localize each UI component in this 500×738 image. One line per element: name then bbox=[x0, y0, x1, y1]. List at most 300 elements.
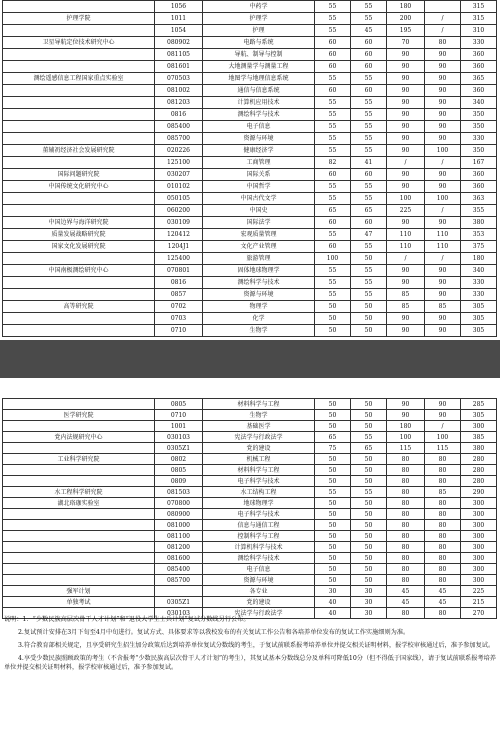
total-score-cell: 300 bbox=[461, 553, 497, 564]
total-score-cell: 285 bbox=[461, 399, 497, 410]
subject2-score-cell: 90 bbox=[425, 265, 461, 277]
subject1-score-cell: 90 bbox=[387, 109, 425, 121]
subject2-score-cell: 90 bbox=[425, 325, 461, 337]
major-name-cell: 党的建设 bbox=[203, 597, 315, 608]
politics-score-cell: 55 bbox=[315, 25, 351, 37]
institute-cell bbox=[3, 121, 155, 133]
notes-section bbox=[4, 615, 496, 676]
foreign-lang-score-cell: 65 bbox=[351, 443, 387, 454]
major-code-cell: 050105 bbox=[155, 193, 203, 205]
politics-score-cell: 55 bbox=[315, 193, 351, 205]
institute-cell: 中国边界与海洋研究院 bbox=[3, 217, 155, 229]
major-name-cell: 生物学 bbox=[203, 325, 315, 337]
major-name-cell: 旅游管理 bbox=[203, 253, 315, 265]
institute-cell: 医学研究院 bbox=[3, 410, 155, 421]
subject2-score-cell: / bbox=[425, 253, 461, 265]
table-row bbox=[3, 575, 497, 586]
total-score-cell: 360 bbox=[461, 85, 497, 97]
politics-score-cell: 50 bbox=[315, 531, 351, 542]
total-score-cell: 355 bbox=[461, 205, 497, 217]
total-score-cell: 280 bbox=[461, 465, 497, 476]
foreign-lang-score-cell: 50 bbox=[351, 531, 387, 542]
major-code-cell: 030103 bbox=[155, 608, 203, 619]
major-code-cell: 070800 bbox=[155, 498, 203, 509]
subject1-score-cell: 90 bbox=[387, 399, 425, 410]
total-score-cell: 330 bbox=[461, 289, 497, 301]
subject2-score-cell: 45 bbox=[425, 586, 461, 597]
subject2-score-cell: 80 bbox=[425, 465, 461, 476]
major-name-cell: 化学 bbox=[203, 313, 315, 325]
subject1-score-cell: 85 bbox=[387, 301, 425, 313]
institute-cell: 测绘遥感信息工程国家重点实验室 bbox=[3, 73, 155, 85]
subject1-score-cell: 45 bbox=[387, 597, 425, 608]
foreign-lang-score-cell: 55 bbox=[351, 432, 387, 443]
politics-score-cell: 50 bbox=[315, 564, 351, 575]
major-code-cell: 125400 bbox=[155, 253, 203, 265]
subject1-score-cell: 90 bbox=[387, 121, 425, 133]
foreign-lang-score-cell: 50 bbox=[351, 542, 387, 553]
institute-cell: 董辅礽经济社会发展研究院 bbox=[3, 145, 155, 157]
foreign-lang-score-cell: 50 bbox=[351, 520, 387, 531]
subject2-score-cell: 85 bbox=[425, 301, 461, 313]
politics-score-cell: 50 bbox=[315, 520, 351, 531]
table-row bbox=[3, 325, 497, 337]
institute-cell bbox=[3, 399, 155, 410]
total-score-cell: 315 bbox=[461, 1, 497, 13]
major-code-cell: 060200 bbox=[155, 205, 203, 217]
institute-cell bbox=[3, 289, 155, 301]
table-row bbox=[3, 542, 497, 553]
institute-cell: 水工程科学研究院 bbox=[3, 487, 155, 498]
table-row bbox=[3, 217, 497, 229]
major-code-cell: 020226 bbox=[155, 145, 203, 157]
subject2-score-cell: / bbox=[425, 157, 461, 169]
table-row bbox=[3, 443, 497, 454]
subject2-score-cell: 80 bbox=[425, 509, 461, 520]
major-code-cell: 0805 bbox=[155, 399, 203, 410]
major-code-cell: 081002 bbox=[155, 85, 203, 97]
page-2 bbox=[0, 378, 500, 738]
subject2-score-cell: 80 bbox=[425, 520, 461, 531]
note-2: 2.复试预计安排在3月下旬至4月中旬进行。复试方式、具体要求等以我校发布的有关复试工作公告和各培养单位发布的复试工作实施细则为准。 bbox=[18, 629, 410, 636]
politics-score-cell: 50 bbox=[315, 399, 351, 410]
major-code-cell: 0703 bbox=[155, 313, 203, 325]
total-score-cell: 375 bbox=[461, 241, 497, 253]
subject2-score-cell: 80 bbox=[425, 553, 461, 564]
politics-score-cell: 55 bbox=[315, 487, 351, 498]
politics-score-cell: 60 bbox=[315, 85, 351, 97]
table-row bbox=[3, 432, 497, 443]
politics-score-cell: 50 bbox=[315, 325, 351, 337]
subject1-score-cell: 110 bbox=[387, 241, 425, 253]
politics-score-cell: 100 bbox=[315, 253, 351, 265]
major-name-cell: 测绘科学与技术 bbox=[203, 109, 315, 121]
institute-cell: 中国传统文化研究中心 bbox=[3, 181, 155, 193]
table-row bbox=[3, 253, 497, 265]
table-row bbox=[3, 476, 497, 487]
foreign-lang-score-cell: 50 bbox=[351, 301, 387, 313]
foreign-lang-score-cell: 55 bbox=[351, 97, 387, 109]
major-code-cell: 085400 bbox=[155, 121, 203, 133]
total-score-cell: 330 bbox=[461, 37, 497, 49]
subject2-score-cell: 90 bbox=[425, 217, 461, 229]
foreign-lang-score-cell: 50 bbox=[351, 325, 387, 337]
table-row bbox=[3, 13, 497, 25]
subject1-score-cell: 85 bbox=[387, 289, 425, 301]
total-score-cell: 363 bbox=[461, 193, 497, 205]
major-name-cell: 地图学与地理信息系统 bbox=[203, 73, 315, 85]
major-code-cell: 085700 bbox=[155, 575, 203, 586]
institute-cell bbox=[3, 476, 155, 487]
foreign-lang-score-cell: 50 bbox=[351, 564, 387, 575]
foreign-lang-score-cell: 65 bbox=[351, 205, 387, 217]
subject1-score-cell: 80 bbox=[387, 531, 425, 542]
subject1-score-cell: 90 bbox=[387, 325, 425, 337]
politics-score-cell: 50 bbox=[315, 421, 351, 432]
total-score-cell: 305 bbox=[461, 410, 497, 421]
foreign-lang-score-cell: 50 bbox=[351, 553, 387, 564]
politics-score-cell: 50 bbox=[315, 454, 351, 465]
subject1-score-cell: 90 bbox=[387, 73, 425, 85]
major-name-cell: 文化产业管理 bbox=[203, 241, 315, 253]
subject1-score-cell: 80 bbox=[387, 498, 425, 509]
politics-score-cell: 50 bbox=[315, 498, 351, 509]
table-row bbox=[3, 1, 497, 13]
table-row bbox=[3, 520, 497, 531]
institute-cell bbox=[3, 509, 155, 520]
politics-score-cell: 65 bbox=[315, 205, 351, 217]
subject1-score-cell: / bbox=[387, 157, 425, 169]
major-code-cell: 1204J1 bbox=[155, 241, 203, 253]
total-score-cell: 167 bbox=[461, 157, 497, 169]
foreign-lang-score-cell: 30 bbox=[351, 597, 387, 608]
foreign-lang-score-cell: 50 bbox=[351, 454, 387, 465]
table-row bbox=[3, 193, 497, 205]
institute-cell bbox=[3, 253, 155, 265]
total-score-cell: 290 bbox=[461, 487, 497, 498]
subject1-score-cell: 90 bbox=[387, 410, 425, 421]
politics-score-cell: 55 bbox=[315, 265, 351, 277]
subject2-score-cell: 90 bbox=[425, 121, 461, 133]
institute-cell bbox=[3, 277, 155, 289]
subject2-score-cell: 90 bbox=[425, 73, 461, 85]
subject1-score-cell: 90 bbox=[387, 145, 425, 157]
table-row bbox=[3, 121, 497, 133]
major-code-cell: 1054 bbox=[155, 25, 203, 37]
politics-score-cell: 55 bbox=[315, 145, 351, 157]
subject2-score-cell: 110 bbox=[425, 241, 461, 253]
subject2-score-cell: 100 bbox=[425, 432, 461, 443]
foreign-lang-score-cell: 50 bbox=[351, 421, 387, 432]
major-code-cell: 081000 bbox=[155, 520, 203, 531]
major-code-cell: 081601 bbox=[155, 61, 203, 73]
politics-score-cell: 60 bbox=[315, 61, 351, 73]
page-separator bbox=[0, 340, 500, 378]
institute-cell: 国家文化发展研究院 bbox=[3, 241, 155, 253]
subject1-score-cell: 80 bbox=[387, 553, 425, 564]
subject2-score-cell: 90 bbox=[425, 410, 461, 421]
subject1-score-cell: 225 bbox=[387, 205, 425, 217]
total-score-cell: 340 bbox=[461, 97, 497, 109]
major-code-cell: 080902 bbox=[155, 37, 203, 49]
politics-score-cell: 40 bbox=[315, 608, 351, 619]
table-row bbox=[3, 241, 497, 253]
institute-cell bbox=[3, 85, 155, 97]
major-code-cell: 081503 bbox=[155, 487, 203, 498]
subject2-score-cell: 90 bbox=[425, 109, 461, 121]
subject1-score-cell: 90 bbox=[387, 265, 425, 277]
table-row bbox=[3, 97, 497, 109]
table-row bbox=[3, 301, 497, 313]
table-row bbox=[3, 421, 497, 432]
table-row bbox=[3, 133, 497, 145]
institute-cell bbox=[3, 421, 155, 432]
subject1-score-cell: 80 bbox=[387, 454, 425, 465]
institute-cell: 护理学院 bbox=[3, 13, 155, 25]
major-name-cell: 宪法学与行政法学 bbox=[203, 432, 315, 443]
table-row bbox=[3, 597, 497, 608]
politics-score-cell: 60 bbox=[315, 37, 351, 49]
institute-cell bbox=[3, 575, 155, 586]
subject2-score-cell: 90 bbox=[425, 313, 461, 325]
major-code-cell: 081100 bbox=[155, 531, 203, 542]
major-code-cell: 1011 bbox=[155, 13, 203, 25]
total-score-cell: 300 bbox=[461, 421, 497, 432]
table-row bbox=[3, 229, 497, 241]
subject2-score-cell: / bbox=[425, 13, 461, 25]
total-score-cell: 360 bbox=[461, 169, 497, 181]
subject1-score-cell: 90 bbox=[387, 133, 425, 145]
foreign-lang-score-cell: 60 bbox=[351, 85, 387, 97]
total-score-cell: 280 bbox=[461, 476, 497, 487]
subject1-score-cell: 100 bbox=[387, 193, 425, 205]
table-row bbox=[3, 181, 497, 193]
politics-score-cell: 75 bbox=[315, 443, 351, 454]
total-score-cell: 300 bbox=[461, 564, 497, 575]
major-code-cell: 0702 bbox=[155, 301, 203, 313]
total-score-cell: 380 bbox=[461, 443, 497, 454]
table-row bbox=[3, 265, 497, 277]
politics-score-cell: 50 bbox=[315, 313, 351, 325]
major-name-cell: 资源与环境 bbox=[203, 289, 315, 301]
total-score-cell: 315 bbox=[461, 13, 497, 25]
major-name-cell: 宏观质量管理 bbox=[203, 229, 315, 241]
institute-cell bbox=[3, 313, 155, 325]
major-name-cell: 各专业 bbox=[203, 586, 315, 597]
table-row bbox=[3, 277, 497, 289]
institute-cell: 湖北珞珈实验室 bbox=[3, 498, 155, 509]
politics-score-cell: 30 bbox=[315, 586, 351, 597]
subject1-score-cell: 110 bbox=[387, 229, 425, 241]
total-score-cell: 330 bbox=[461, 133, 497, 145]
table-row bbox=[3, 85, 497, 97]
table-row bbox=[3, 531, 497, 542]
total-score-cell: 360 bbox=[461, 181, 497, 193]
note-1: 说明：1．“少数民族高层次骨干人才计划”和“退役大学生士兵计划”复试分数线另行公布。 bbox=[4, 616, 250, 623]
major-code-cell: 081200 bbox=[155, 542, 203, 553]
major-name-cell: 中国史 bbox=[203, 205, 315, 217]
politics-score-cell: 55 bbox=[315, 181, 351, 193]
major-code-cell: 080900 bbox=[155, 509, 203, 520]
table-row bbox=[3, 487, 497, 498]
subject2-score-cell: 90 bbox=[425, 181, 461, 193]
foreign-lang-score-cell: 55 bbox=[351, 121, 387, 133]
foreign-lang-score-cell: 50 bbox=[351, 509, 387, 520]
subject2-score-cell: 90 bbox=[425, 169, 461, 181]
major-code-cell: 070801 bbox=[155, 265, 203, 277]
foreign-lang-score-cell: 30 bbox=[351, 586, 387, 597]
major-name-cell: 宪法学与行政法学 bbox=[203, 608, 315, 619]
institute-cell: 强军计划 bbox=[3, 586, 155, 597]
score-table-page-2 bbox=[2, 398, 497, 619]
subject2-score-cell: / bbox=[425, 25, 461, 37]
major-code-cell: 0809 bbox=[155, 476, 203, 487]
major-name-cell: 固体地球物理学 bbox=[203, 265, 315, 277]
institute-cell bbox=[3, 97, 155, 109]
foreign-lang-score-cell: 55 bbox=[351, 241, 387, 253]
major-name-cell: 国际法学 bbox=[203, 217, 315, 229]
major-name-cell: 健康经济学 bbox=[203, 145, 315, 157]
major-name-cell: 电子信息 bbox=[203, 564, 315, 575]
subject1-score-cell: 80 bbox=[387, 575, 425, 586]
politics-score-cell: 55 bbox=[315, 289, 351, 301]
politics-score-cell: 50 bbox=[315, 553, 351, 564]
politics-score-cell: 55 bbox=[315, 133, 351, 145]
institute-cell bbox=[3, 109, 155, 121]
foreign-lang-score-cell: 50 bbox=[351, 498, 387, 509]
foreign-lang-score-cell: 55 bbox=[351, 193, 387, 205]
subject2-score-cell: 90 bbox=[425, 289, 461, 301]
table-row bbox=[3, 564, 497, 575]
subject1-score-cell: 80 bbox=[387, 509, 425, 520]
total-score-cell: 215 bbox=[461, 597, 497, 608]
foreign-lang-score-cell: 55 bbox=[351, 181, 387, 193]
subject2-score-cell: 90 bbox=[425, 399, 461, 410]
major-code-cell: 0805 bbox=[155, 465, 203, 476]
major-code-cell: 085400 bbox=[155, 564, 203, 575]
subject1-score-cell: 100 bbox=[387, 432, 425, 443]
major-name-cell: 电子信息 bbox=[203, 121, 315, 133]
major-name-cell: 信息与通信工程 bbox=[203, 520, 315, 531]
politics-score-cell: 60 bbox=[315, 241, 351, 253]
foreign-lang-score-cell: 50 bbox=[351, 410, 387, 421]
major-name-cell: 资源与环境 bbox=[203, 133, 315, 145]
major-code-cell: 0305Z1 bbox=[155, 597, 203, 608]
institute-cell bbox=[3, 1, 155, 13]
major-name-cell: 机械工程 bbox=[203, 454, 315, 465]
major-name-cell: 党的建设 bbox=[203, 443, 315, 454]
institute-cell: 党内法规研究中心 bbox=[3, 432, 155, 443]
table-row bbox=[3, 157, 497, 169]
foreign-lang-score-cell: 55 bbox=[351, 109, 387, 121]
politics-score-cell: 50 bbox=[315, 509, 351, 520]
total-score-cell: 365 bbox=[461, 73, 497, 85]
subject2-score-cell: 80 bbox=[425, 564, 461, 575]
total-score-cell: 385 bbox=[461, 432, 497, 443]
total-score-cell: 300 bbox=[461, 542, 497, 553]
politics-score-cell: 65 bbox=[315, 432, 351, 443]
politics-score-cell: 50 bbox=[315, 476, 351, 487]
subject1-score-cell: 90 bbox=[387, 61, 425, 73]
major-name-cell: 导航、制导与控制 bbox=[203, 49, 315, 61]
foreign-lang-score-cell: 47 bbox=[351, 229, 387, 241]
table-row bbox=[3, 109, 497, 121]
major-code-cell: 081203 bbox=[155, 97, 203, 109]
table-row bbox=[3, 73, 497, 85]
subject1-score-cell: 90 bbox=[387, 313, 425, 325]
table-row bbox=[3, 586, 497, 597]
subject1-score-cell: 80 bbox=[387, 564, 425, 575]
foreign-lang-score-cell: 55 bbox=[351, 73, 387, 85]
table-row bbox=[3, 205, 497, 217]
major-code-cell: 0305Z1 bbox=[155, 443, 203, 454]
table-row bbox=[3, 313, 497, 325]
politics-score-cell: 50 bbox=[315, 410, 351, 421]
major-name-cell: 地球物理学 bbox=[203, 498, 315, 509]
total-score-cell: 310 bbox=[461, 25, 497, 37]
subject2-score-cell: 80 bbox=[425, 531, 461, 542]
major-name-cell: 中药学 bbox=[203, 1, 315, 13]
major-name-cell: 电子科学与技术 bbox=[203, 509, 315, 520]
major-name-cell: 计算机科学与技术 bbox=[203, 542, 315, 553]
foreign-lang-score-cell: 50 bbox=[351, 253, 387, 265]
major-name-cell: 测绘科学与技术 bbox=[203, 553, 315, 564]
subject2-score-cell bbox=[425, 1, 461, 13]
foreign-lang-score-cell: 50 bbox=[351, 313, 387, 325]
total-score-cell: 330 bbox=[461, 277, 497, 289]
subject2-score-cell: 110 bbox=[425, 229, 461, 241]
subject2-score-cell: 45 bbox=[425, 597, 461, 608]
politics-score-cell: 50 bbox=[315, 575, 351, 586]
total-score-cell: 280 bbox=[461, 454, 497, 465]
institute-cell bbox=[3, 465, 155, 476]
foreign-lang-score-cell: 50 bbox=[351, 465, 387, 476]
subject1-score-cell: 115 bbox=[387, 443, 425, 454]
subject2-score-cell: 80 bbox=[425, 37, 461, 49]
institute-cell bbox=[3, 205, 155, 217]
politics-score-cell: 50 bbox=[315, 542, 351, 553]
foreign-lang-score-cell: 55 bbox=[351, 265, 387, 277]
table-row bbox=[3, 25, 497, 37]
table-row bbox=[3, 509, 497, 520]
politics-score-cell: 55 bbox=[315, 121, 351, 133]
major-code-cell: 0710 bbox=[155, 410, 203, 421]
major-code-cell: 085700 bbox=[155, 133, 203, 145]
major-name-cell: 电路与系统 bbox=[203, 37, 315, 49]
subject2-score-cell: 80 bbox=[425, 498, 461, 509]
institute-cell: 工业科学研究院 bbox=[3, 454, 155, 465]
subject1-score-cell: 90 bbox=[387, 169, 425, 181]
major-name-cell: 资源与环境 bbox=[203, 575, 315, 586]
institute-cell bbox=[3, 133, 155, 145]
major-name-cell: 基础医学 bbox=[203, 421, 315, 432]
major-code-cell: 010102 bbox=[155, 181, 203, 193]
subject2-score-cell: 80 bbox=[425, 454, 461, 465]
subject2-score-cell: 85 bbox=[425, 487, 461, 498]
subject2-score-cell: 90 bbox=[425, 97, 461, 109]
table-row bbox=[3, 498, 497, 509]
total-score-cell: 350 bbox=[461, 121, 497, 133]
major-code-cell: 0816 bbox=[155, 277, 203, 289]
major-code-cell: 070503 bbox=[155, 73, 203, 85]
total-score-cell: 300 bbox=[461, 575, 497, 586]
major-code-cell: 125100 bbox=[155, 157, 203, 169]
politics-score-cell: 55 bbox=[315, 1, 351, 13]
major-name-cell: 控制科学与工程 bbox=[203, 531, 315, 542]
table-row bbox=[3, 49, 497, 61]
institute-cell bbox=[3, 542, 155, 553]
subject2-score-cell: 100 bbox=[425, 145, 461, 157]
